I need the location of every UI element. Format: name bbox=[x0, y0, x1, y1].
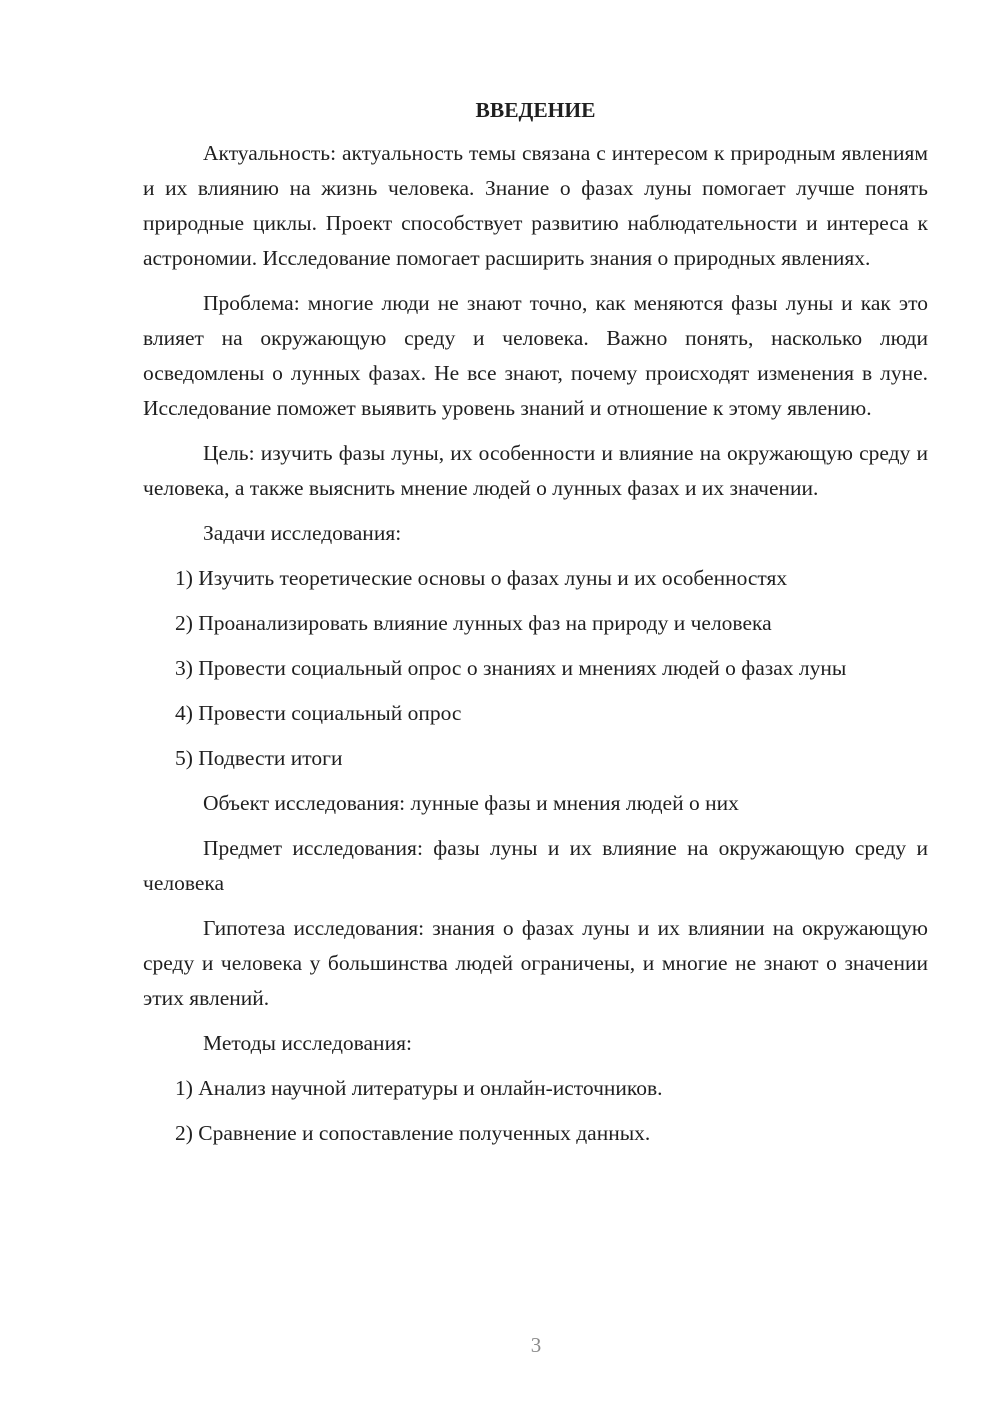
paragraph-relevance: Актуальность: актуальность темы связана с интересом к природным явлениям и их влиянию на жизнь человека. Знание о фазах луны помогает лучше понять природные циклы. Проект способствует развитию наблюдательности и интереса к астрономии. Исследование помогает расширить знания о природных явлениях. bbox=[143, 141, 928, 270]
task-item-3: 3) Провести социальный опрос о знаниях и мнениях людей о фазах луны bbox=[175, 656, 847, 680]
paragraph-goal: Цель: изучить фазы луны, их особенности и влияние на окружающую среду и человека, а также выяснить мнение людей о лунных фазах и их значении. bbox=[143, 441, 928, 500]
paragraph-problem: Проблема: многие люди не знают точно, как меняются фазы луны и как это влияет на окружающую среду и человека. Важно понять, насколько люди осведомлены о лунных фазах. Не все знают, почему происходят изменения в луне. Исследование поможет выявить уровень знаний и отношение к этому явлению. bbox=[143, 291, 928, 420]
task-item-1: 1) Изучить теоретические основы о фазах луны и их особенностях bbox=[175, 566, 788, 590]
task-item-5: 5) Подвести итоги bbox=[175, 746, 343, 770]
section-title: ВВЕДЕНИЕ bbox=[475, 98, 596, 122]
tasks-heading: Задачи исследования: bbox=[203, 521, 402, 545]
method-item-2: 2) Сравнение и сопоставление полученных данных. bbox=[175, 1121, 651, 1145]
method-item-1: 1) Анализ научной литературы и онлайн-источников. bbox=[175, 1076, 663, 1100]
paragraph-subject: Предмет исследования: фазы луны и их влияние на окружающую среду и человека bbox=[143, 836, 928, 895]
paragraph-hypothesis: Гипотеза исследования: знания о фазах луны и их влиянии на окружающую среду и человека у большинства людей ограничены, и многие не знают о значении этих явлений. bbox=[143, 916, 928, 1010]
task-item-4: 4) Провести социальный опрос bbox=[175, 701, 462, 725]
methods-heading: Методы исследования: bbox=[203, 1031, 412, 1055]
task-item-2: 2) Проанализировать влияние лунных фаз на природу и человека bbox=[175, 611, 772, 635]
document-page bbox=[143, 95, 928, 1161]
page-number: 3 bbox=[530, 1333, 542, 1357]
paragraph-object: Объект исследования: лунные фазы и мнения людей о них bbox=[203, 791, 739, 815]
